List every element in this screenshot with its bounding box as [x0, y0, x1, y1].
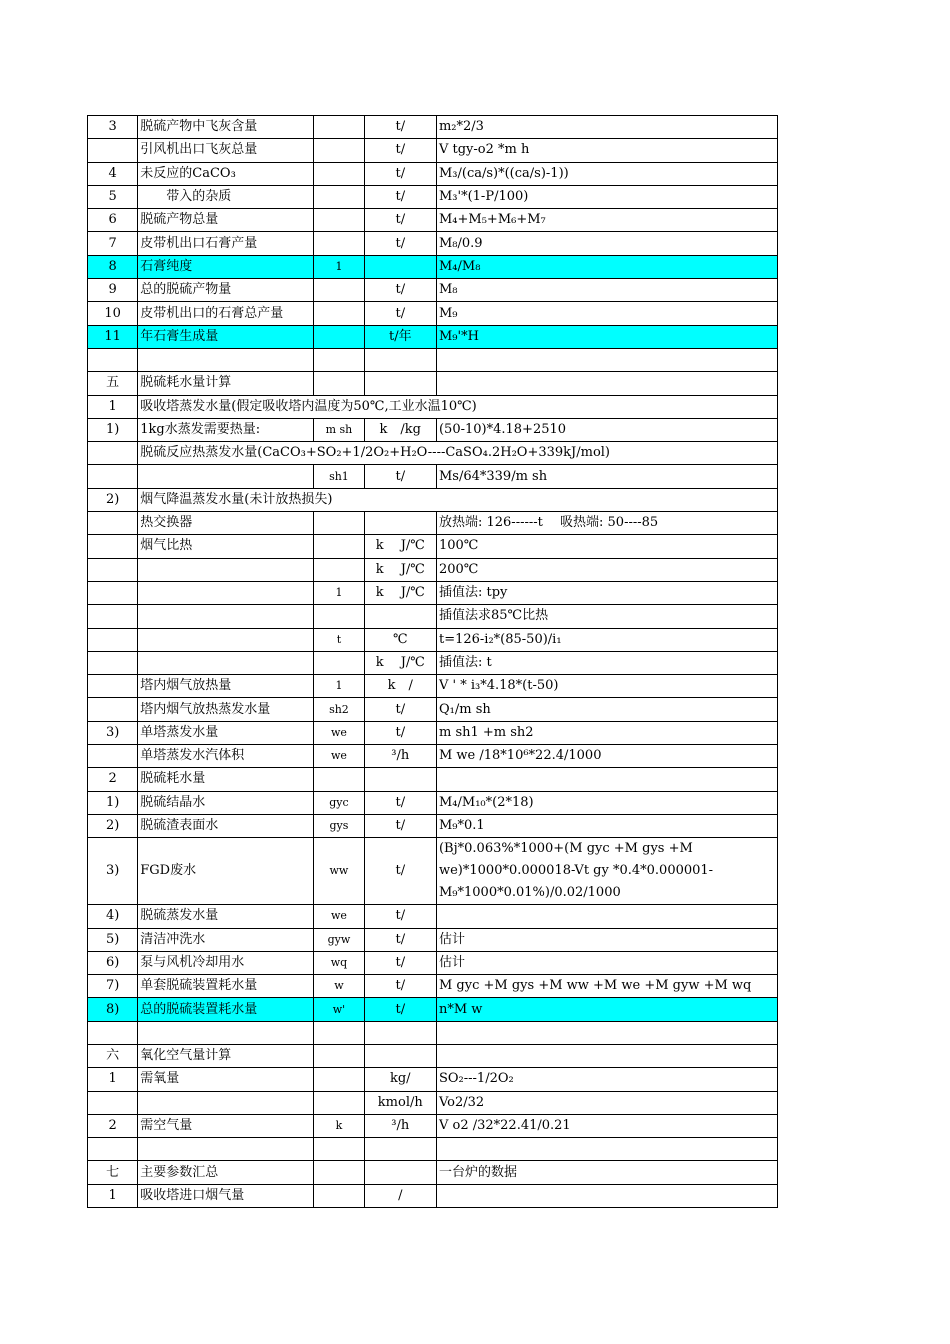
unit-cell: t/: [364, 951, 436, 974]
symbol-cell: gyc: [314, 791, 364, 814]
formula-cell: M₃'*(1-P/100): [436, 185, 777, 208]
unit-cell: k J/℃: [364, 651, 436, 674]
item-name-cell: 单塔蒸发水汽体积: [138, 745, 314, 768]
unit-cell: t/: [364, 928, 436, 951]
row-number-cell: 1: [88, 395, 138, 418]
item-name-cell: 脱硫蒸发水量: [138, 905, 314, 928]
item-name-cell: 单塔蒸发水量: [138, 721, 314, 744]
unit-cell: t/: [364, 838, 436, 905]
sheet-row: [88, 1091, 778, 1114]
formula-cell: m sh1 +m sh2: [436, 721, 777, 744]
sheet-row: [88, 232, 778, 255]
symbol-cell: 1: [314, 255, 364, 278]
sheet-row: [88, 185, 778, 208]
symbol-cell: t: [314, 628, 364, 651]
row-number-cell: 1: [88, 1184, 138, 1207]
unit-cell: [364, 512, 436, 535]
symbol-cell: wq: [314, 951, 364, 974]
symbol-cell: ww: [314, 838, 364, 905]
symbol-cell: w: [314, 975, 364, 998]
item-name-cell: [138, 1091, 314, 1114]
item-name-cell: 清洁冲洗水: [138, 928, 314, 951]
sheet-row: [88, 442, 778, 465]
unit-cell: t/: [364, 232, 436, 255]
symbol-cell: we: [314, 745, 364, 768]
unit-cell: [364, 255, 436, 278]
item-name-cell: 年石膏生成量: [138, 325, 314, 348]
row-number-cell: 6: [88, 209, 138, 232]
symbol-cell: [314, 1091, 364, 1114]
formula-cell: 200℃: [436, 558, 777, 581]
unit-cell: t/: [364, 721, 436, 744]
sheet-row: [88, 558, 778, 581]
row-number-cell: [88, 535, 138, 558]
formula-cell: 插值法: tpy: [436, 581, 777, 604]
unit-cell: t/: [364, 698, 436, 721]
sheet-row: [88, 535, 778, 558]
sheet-row: [88, 1068, 778, 1091]
item-name-cell: 泵与风机冷却用水: [138, 951, 314, 974]
item-name-cell: 烟气比热: [138, 535, 314, 558]
row-number-cell: 8: [88, 255, 138, 278]
formula-cell: M₈/0.9: [436, 232, 777, 255]
formula-cell: (50-10)*4.18+2510: [436, 418, 777, 441]
row-number-cell: [88, 558, 138, 581]
row-number-cell: [88, 745, 138, 768]
row-number-cell: [88, 139, 138, 162]
row-number-cell: 1: [88, 1068, 138, 1091]
formula-cell: M₉: [436, 302, 777, 325]
formula-cell: M₉'*H: [436, 325, 777, 348]
item-name-cell: 塔内烟气放热量: [138, 675, 314, 698]
item-name-cell: 未反应的CaCO₃: [138, 162, 314, 185]
unit-cell: k J/℃: [364, 558, 436, 581]
item-name-cell: 脱硫产物总量: [138, 209, 314, 232]
item-name-cell: 吸收塔进口烟气量: [138, 1184, 314, 1207]
symbol-cell: gys: [314, 814, 364, 837]
formula-cell: M₄/M₁₀*(2*18): [436, 791, 777, 814]
sheet-row: [88, 605, 778, 628]
sheet-row: [88, 581, 778, 604]
row-number-cell: 9: [88, 279, 138, 302]
unit-cell: [364, 605, 436, 628]
sheet-row: [88, 488, 778, 511]
sheet-row: [88, 279, 778, 302]
item-name-cell: 热交换器: [138, 512, 314, 535]
symbol-cell: [314, 162, 364, 185]
row-number-cell: 六: [88, 1044, 138, 1067]
formula-cell: Q₁/m sh: [436, 698, 777, 721]
sheet-row: [88, 1021, 778, 1044]
sheet-row: [88, 255, 778, 278]
unit-cell: ℃: [364, 628, 436, 651]
sheet-row: [88, 1138, 778, 1161]
symbol-cell: [314, 325, 364, 348]
unit-cell: [364, 1138, 436, 1161]
item-name-cell: 主要参数汇总: [138, 1161, 314, 1184]
sheet-row: [88, 325, 778, 348]
sheet-row: [88, 162, 778, 185]
row-number-cell: 5: [88, 185, 138, 208]
item-name-cell: 带入的杂质: [138, 185, 314, 208]
formula-cell: 一台炉的数据: [436, 1161, 777, 1184]
sheet-row: [88, 348, 778, 371]
unit-cell: t/年: [364, 325, 436, 348]
sheet-row: [88, 721, 778, 744]
formula-cell: Vo2/32: [436, 1091, 777, 1114]
sheet-row: [88, 1184, 778, 1207]
row-number-cell: [88, 348, 138, 371]
unit-cell: /: [364, 1184, 436, 1207]
symbol-cell: [314, 302, 364, 325]
formula-cell: 放热端: 126------t 吸热端: 50----85: [436, 512, 777, 535]
formula-cell: n*M w: [436, 998, 777, 1021]
symbol-cell: [314, 651, 364, 674]
row-number-cell: 4): [88, 905, 138, 928]
formula-cell: [436, 348, 777, 371]
item-name-cell: 单套脱硫装置耗水量: [138, 975, 314, 998]
symbol-cell: [314, 348, 364, 371]
unit-cell: t/: [364, 139, 436, 162]
row-number-cell: 10: [88, 302, 138, 325]
symbol-cell: we: [314, 721, 364, 744]
symbol-cell: [314, 1068, 364, 1091]
item-name-cell: [138, 651, 314, 674]
formula-cell: 100℃: [436, 535, 777, 558]
row-number-cell: [88, 698, 138, 721]
formula-cell: M₉*0.1: [436, 814, 777, 837]
unit-cell: [364, 768, 436, 791]
unit-cell: t/: [364, 814, 436, 837]
symbol-cell: [314, 116, 364, 139]
formula-cell: Ms/64*339/m sh: [436, 465, 777, 488]
row-number-cell: [88, 512, 138, 535]
symbol-cell: [314, 768, 364, 791]
row-number-cell: 1): [88, 418, 138, 441]
unit-cell: kmol/h: [364, 1091, 436, 1114]
formula-cell: [436, 1044, 777, 1067]
symbol-cell: [314, 209, 364, 232]
formula-cell: t=126-i₂*(85-50)/i₁: [436, 628, 777, 651]
formula-cell: M₄+M₅+M₆+M₇: [436, 209, 777, 232]
sheet-row: [88, 465, 778, 488]
sheet-row: [88, 116, 778, 139]
formula-cell: SO₂---1/2O₂: [436, 1068, 777, 1091]
formula-cell: 插值法求85℃比热: [436, 605, 777, 628]
unit-cell: t/: [364, 162, 436, 185]
row-number-cell: 4: [88, 162, 138, 185]
sheet-row: [88, 814, 778, 837]
symbol-cell: [314, 558, 364, 581]
row-number-cell: [88, 1091, 138, 1114]
unit-cell: [364, 1021, 436, 1044]
item-name-cell: 脱硫耗水量: [138, 768, 314, 791]
symbol-cell: gyw: [314, 928, 364, 951]
symbol-cell: [314, 535, 364, 558]
item-name-cell: [138, 605, 314, 628]
sheet-row: [88, 838, 778, 905]
item-name-cell: 石膏纯度: [138, 255, 314, 278]
symbol-cell: 1: [314, 675, 364, 698]
unit-cell: t/: [364, 302, 436, 325]
unit-cell: t/: [364, 185, 436, 208]
item-name-cell: 需氧量: [138, 1068, 314, 1091]
sheet-row: [88, 675, 778, 698]
unit-cell: ³/h: [364, 1114, 436, 1137]
unit-cell: k /: [364, 675, 436, 698]
symbol-cell: [314, 372, 364, 395]
sheet-row: [88, 302, 778, 325]
row-number-cell: 7): [88, 975, 138, 998]
row-number-cell: [88, 651, 138, 674]
item-name-cell: 皮带机出口的石膏总产量: [138, 302, 314, 325]
formula-cell: M₈: [436, 279, 777, 302]
item-name-cell: [138, 1021, 314, 1044]
sheet-body: [88, 116, 778, 1208]
row-number-cell: [88, 442, 138, 465]
symbol-cell: [314, 1184, 364, 1207]
sheet-row: [88, 745, 778, 768]
row-number-cell: [88, 605, 138, 628]
item-name-cell: [138, 628, 314, 651]
item-name-cell: [138, 581, 314, 604]
row-number-cell: 5): [88, 928, 138, 951]
symbol-cell: k: [314, 1114, 364, 1137]
formula-cell: V tgy-o2 *m h: [436, 139, 777, 162]
row-number-cell: 2: [88, 1114, 138, 1137]
item-name-cell: 总的脱硫产物量: [138, 279, 314, 302]
formula-cell: M gyc +M gys +M ww +M we +M gyw +M wq: [436, 975, 777, 998]
item-name-cell: 脱硫反应热蒸发水量(CaCO₃+SO₂+1/2O₂+H₂O----CaSO₄.2H₂O+339kJ/mol): [138, 442, 778, 465]
symbol-cell: w': [314, 998, 364, 1021]
symbol-cell: [314, 232, 364, 255]
item-name-cell: [138, 1138, 314, 1161]
row-number-cell: 3: [88, 116, 138, 139]
row-number-cell: [88, 1021, 138, 1044]
symbol-cell: [314, 1021, 364, 1044]
symbol-cell: m sh: [314, 418, 364, 441]
unit-cell: t/: [364, 975, 436, 998]
formula-cell: [436, 838, 777, 905]
formula-cell: M₃/(ca/s)*((ca/s)-1)): [436, 162, 777, 185]
row-number-cell: 2: [88, 768, 138, 791]
formula-cell: m₂*2/3: [436, 116, 777, 139]
sheet-row: [88, 928, 778, 951]
formula-cell: 估计: [436, 928, 777, 951]
row-number-cell: 2): [88, 488, 138, 511]
symbol-cell: [314, 185, 364, 208]
row-number-cell: 七: [88, 1161, 138, 1184]
sheet-row: [88, 372, 778, 395]
symbol-cell: [314, 512, 364, 535]
item-name-cell: 脱硫结晶水: [138, 791, 314, 814]
symbol-cell: we: [314, 905, 364, 928]
unit-cell: k /kg: [364, 418, 436, 441]
symbol-cell: [314, 605, 364, 628]
item-name-cell: FGD废水: [138, 838, 314, 905]
row-number-cell: [88, 628, 138, 651]
formula-cell: [436, 905, 777, 928]
unit-cell: t/: [364, 905, 436, 928]
sheet-row: [88, 768, 778, 791]
unit-cell: t/: [364, 209, 436, 232]
formula-cell: M₄/M₈: [436, 255, 777, 278]
symbol-cell: [314, 279, 364, 302]
sheet-row: [88, 418, 778, 441]
sheet-row: [88, 1114, 778, 1137]
symbol-cell: 1: [314, 581, 364, 604]
symbol-cell: [314, 1138, 364, 1161]
unit-cell: t/: [364, 116, 436, 139]
item-name-cell: 氧化空气量计算: [138, 1044, 314, 1067]
unit-cell: t/: [364, 791, 436, 814]
row-number-cell: [88, 581, 138, 604]
sheet-row: [88, 951, 778, 974]
item-name-cell: 1kg水蒸发需要热量:: [138, 418, 314, 441]
unit-cell: t/: [364, 279, 436, 302]
item-name-cell: 皮带机出口石膏产量: [138, 232, 314, 255]
sheet-row: [88, 628, 778, 651]
sheet-row: [88, 1044, 778, 1067]
sheet-row: [88, 512, 778, 535]
calculation-sheet: [87, 115, 778, 1208]
row-number-cell: 7: [88, 232, 138, 255]
item-name-cell: 吸收塔蒸发水量(假定吸收塔内温度为50℃,工业水温10℃): [138, 395, 778, 418]
unit-cell: [364, 1044, 436, 1067]
formula-cell: [436, 1021, 777, 1044]
formula-cell: [436, 768, 777, 791]
sheet-row: [88, 905, 778, 928]
item-name-cell: [138, 558, 314, 581]
symbol-cell: sh1: [314, 465, 364, 488]
item-name-cell: 脱硫渣表面水: [138, 814, 314, 837]
unit-cell: t/: [364, 998, 436, 1021]
unit-cell: t/: [364, 465, 436, 488]
formula-cell: [436, 372, 777, 395]
sheet-row: [88, 395, 778, 418]
formula-cell: V ' * i₃*4.18*(t-50): [436, 675, 777, 698]
row-number-cell: 3): [88, 721, 138, 744]
row-number-cell: [88, 1138, 138, 1161]
sheet-row: [88, 209, 778, 232]
unit-cell: [364, 372, 436, 395]
symbol-cell: [314, 1161, 364, 1184]
formula-cell: 估计: [436, 951, 777, 974]
item-name-cell: 需空气量: [138, 1114, 314, 1137]
sheet-row: [88, 651, 778, 674]
formula-cell: [436, 1138, 777, 1161]
formula-cell: V o2 /32*22.41/0.21: [436, 1114, 777, 1137]
sheet-row: [88, 998, 778, 1021]
item-name-cell: 塔内烟气放热蒸发水量: [138, 698, 314, 721]
item-name-cell: [138, 465, 314, 488]
row-number-cell: 3): [88, 838, 138, 905]
unit-cell: k J/℃: [364, 535, 436, 558]
symbol-cell: [314, 1044, 364, 1067]
sheet-row: [88, 139, 778, 162]
row-number-cell: 11: [88, 325, 138, 348]
sheet-row: [88, 1161, 778, 1184]
row-number-cell: [88, 465, 138, 488]
item-name-cell: [138, 348, 314, 371]
unit-cell: [364, 348, 436, 371]
unit-cell: kg/: [364, 1068, 436, 1091]
row-number-cell: 1): [88, 791, 138, 814]
sheet-row: [88, 698, 778, 721]
formula-text: (Bj*0.063%*1000+(M gyc +M gys +M we)*1000*0.000018-Vt gy *0.4*0.000001-M₉*1000*0.01%)/0.02/1000: [438, 841, 714, 901]
unit-cell: ³/h: [364, 745, 436, 768]
sheet-row: [88, 975, 778, 998]
item-name-cell: 脱硫产物中飞灰含量: [138, 116, 314, 139]
row-number-cell: [88, 675, 138, 698]
formula-cell: 插值法: t: [436, 651, 777, 674]
unit-cell: [364, 1161, 436, 1184]
row-number-cell: 2): [88, 814, 138, 837]
item-name-cell: 烟气降温蒸发水量(未计放热损失): [138, 488, 778, 511]
item-name-cell: 引风机出口飞灰总量: [138, 139, 314, 162]
item-name-cell: 脱硫耗水量计算: [138, 372, 314, 395]
row-number-cell: 8): [88, 998, 138, 1021]
row-number-cell: 五: [88, 372, 138, 395]
formula-cell: [436, 1184, 777, 1207]
sheet-row: [88, 791, 778, 814]
row-number-cell: 6): [88, 951, 138, 974]
formula-cell: M we /18*10⁶*22.4/1000: [436, 745, 777, 768]
item-name-cell: 总的脱硫装置耗水量: [138, 998, 314, 1021]
symbol-cell: sh2: [314, 698, 364, 721]
unit-cell: k J/℃: [364, 581, 436, 604]
symbol-cell: [314, 139, 364, 162]
